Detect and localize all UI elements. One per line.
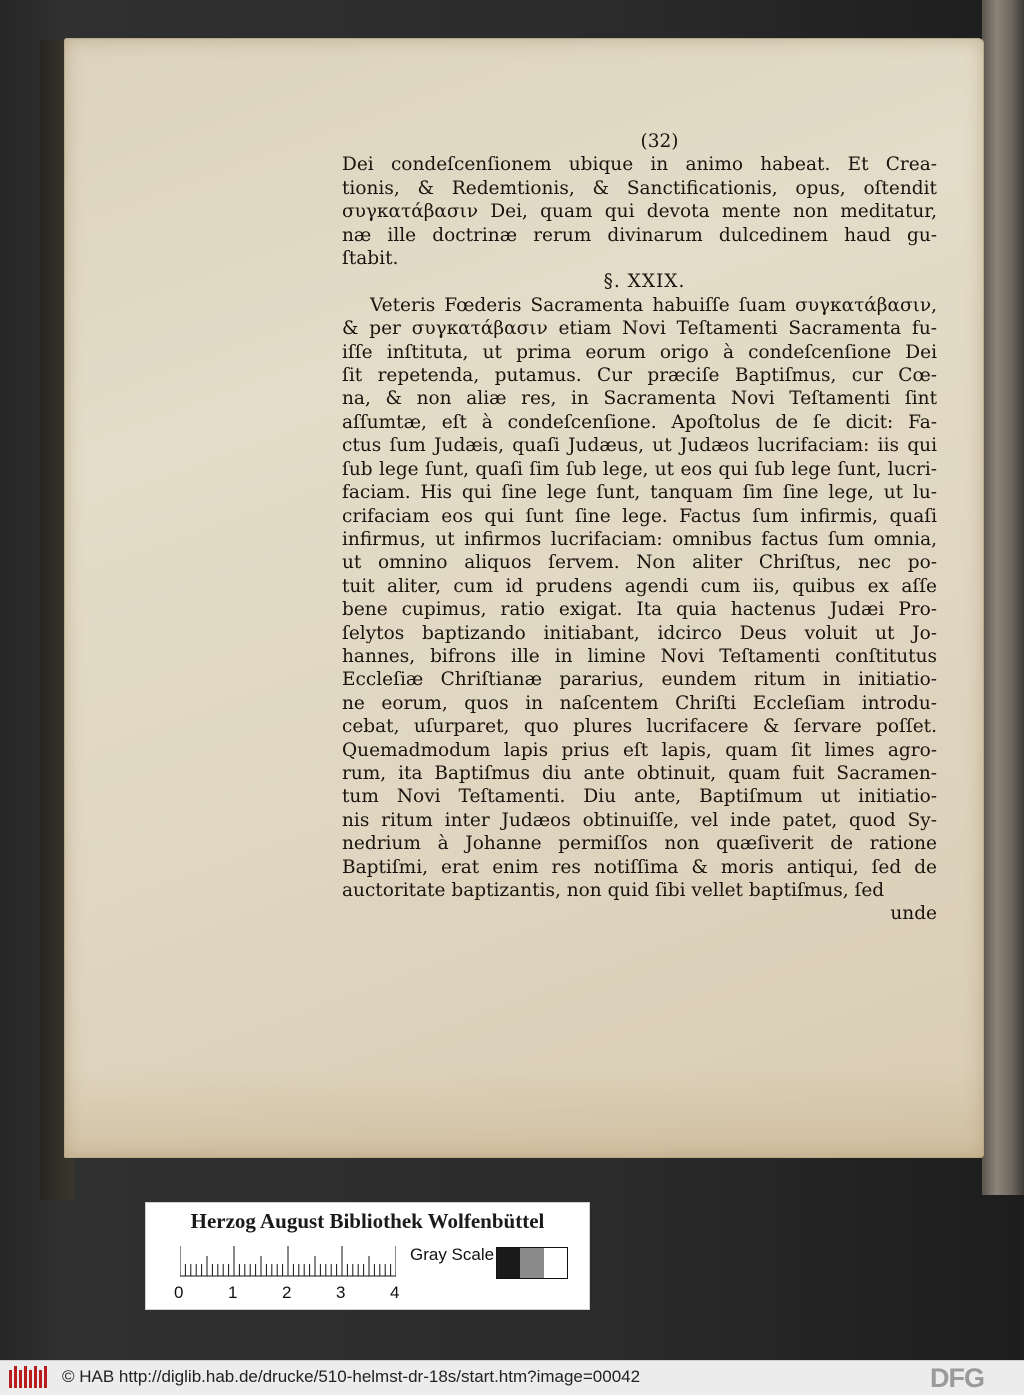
ruler-number: 2: [282, 1283, 292, 1302]
section-heading: §. XXIX.: [603, 271, 686, 293]
text-line: cebat, uſurparet, quo plures lucrifacere & ſervare poſſet.: [342, 716, 937, 738]
ruler-number: 1: [228, 1283, 238, 1302]
text-line: tuit aliter, cum id prudens agendi cum iis, quibus ex aſſe: [342, 575, 937, 597]
catchword: unde: [890, 903, 937, 925]
gray-scale-swatches: [496, 1247, 568, 1279]
text-line: infirmus, ut infirmos lucrifaciam: omnibus factus ſum omnia,: [342, 528, 937, 550]
hab-logo-icon: [8, 1364, 50, 1390]
text-line: na, & non aliæ res, in Sacramenta Novi Teſtamenti ſint: [342, 388, 937, 410]
gray-swatch: [520, 1248, 543, 1278]
text-line: Dei condeſcenſionem ubique in animo habeat. Et Crea-: [342, 154, 937, 176]
text-line: ſit repetenda, putamus. Cur præciſe Baptiſmus, cur Cœ-: [342, 365, 937, 387]
paragraph-before: [342, 153, 937, 270]
text-line: Veteris Fœderis Sacramenta habuiſſe ſuam συγκατάβασιν,: [370, 294, 937, 316]
ruler: [180, 1245, 396, 1277]
text-line: ſub lege ſunt, quaſi ſim ſub lege, ut eos qui ſub lege ſunt, lucri-: [342, 458, 937, 480]
text-line: næ ille doctrinæ rerum divinarum dulcedinem haud gu-: [342, 224, 937, 246]
text-line: faciam. His qui ſine lege ſunt, tanquam ſim ſine lege, ut lu-: [342, 482, 937, 504]
footer-link[interactable]: © HAB http://diglib.hab.de/drucke/510-helmst-dr-18s/start.htm?image=00042: [62, 1367, 641, 1386]
dfg-logo: DFG: [930, 1363, 984, 1393]
text-line: rum, ita Baptiſmus diu ante obtinuit, quam fuit Sacramen-: [342, 762, 937, 784]
text-line: & per συγκατάβασιν etiam Novi Teſtamenti Sacramenta fu-: [342, 318, 937, 340]
footer-bar: [0, 1360, 1024, 1395]
text-line: ctus ſum Judæis, quaſi Judæus, ut Judæos lucrifaciam: iis qui: [342, 435, 937, 457]
text-line: ſtabit.: [342, 248, 399, 270]
gray-swatch: [544, 1248, 567, 1278]
paragraph-after: [342, 294, 937, 903]
gray-swatch: [497, 1248, 520, 1278]
text-line: tum Novi Teſtamenti. Diu ante, Baptiſmum ut initiatio-: [342, 786, 937, 808]
text-line: auctoritate baptizantis, non quid ſibi vellet baptiſmus, ſed: [342, 880, 885, 901]
gray-scale-label: Gray Scale: [410, 1245, 495, 1264]
text-line: ne eorum, quos in naſcentem Chriſti Eccleſiam introdu-: [342, 692, 937, 714]
text-line: tionis, & Redemtionis, & Sanctificationis, opus, oſtendit: [342, 177, 937, 199]
text-line: nis ritum inter Judæos obtinuiſſe, vel inde patet, quod Sy-: [342, 809, 937, 831]
text-line: Baptiſmi, erat enim res notiſſima & moris antiqui, ſed de: [342, 856, 937, 878]
ruler-number: 4: [390, 1283, 400, 1302]
text-line: iſſe inſtituta, ut prima eorum origo à condeſcenſione Dei: [342, 341, 937, 363]
text-line: hannes, bifrons ille in limine Novi Teſtamenti conſtitutus: [342, 645, 937, 667]
page-text: [342, 130, 937, 926]
text-line: aſſumtæ, eſt à condeſcenſione. Apoſtolus de ſe dicit: Fa-: [342, 411, 937, 433]
text-line: ſelytos baptizando initiabant, idcirco Deus voluit ut Jo-: [342, 622, 937, 644]
page-number: (32): [640, 131, 679, 152]
text-line: Eccleſiæ Chriſtianæ pararius, eundem ritum in initiatio-: [342, 669, 937, 691]
text-line: Quemadmodum lapis prius eſt lapis, quam ſit limes agro-: [342, 739, 937, 761]
ruler-number: 3: [336, 1283, 346, 1302]
next-page-edge: [982, 0, 1024, 1195]
text-line: nedrium à Johanne permiſſos non quæſiverit de ratione: [342, 833, 937, 855]
ruler-number: 0: [174, 1283, 184, 1302]
text-line: bene cupimus, ratio exigat. Ita quia hactenus Judæi Pro-: [342, 599, 937, 621]
text-line: συγκατάβασιν Dei, quam qui devota mente non meditatur,: [342, 201, 937, 223]
library-title: Herzog August Bibliothek Wolfenbüttel: [190, 1209, 545, 1233]
color-scale-card: [145, 1202, 590, 1310]
text-line: crifaciam eos qui ſunt ſine lege. Factus ſum infirmis, quaſi: [342, 505, 937, 527]
text-line: ut omnino aliquos ſervem. Non aliter Chriſtus, nec po-: [342, 552, 937, 574]
